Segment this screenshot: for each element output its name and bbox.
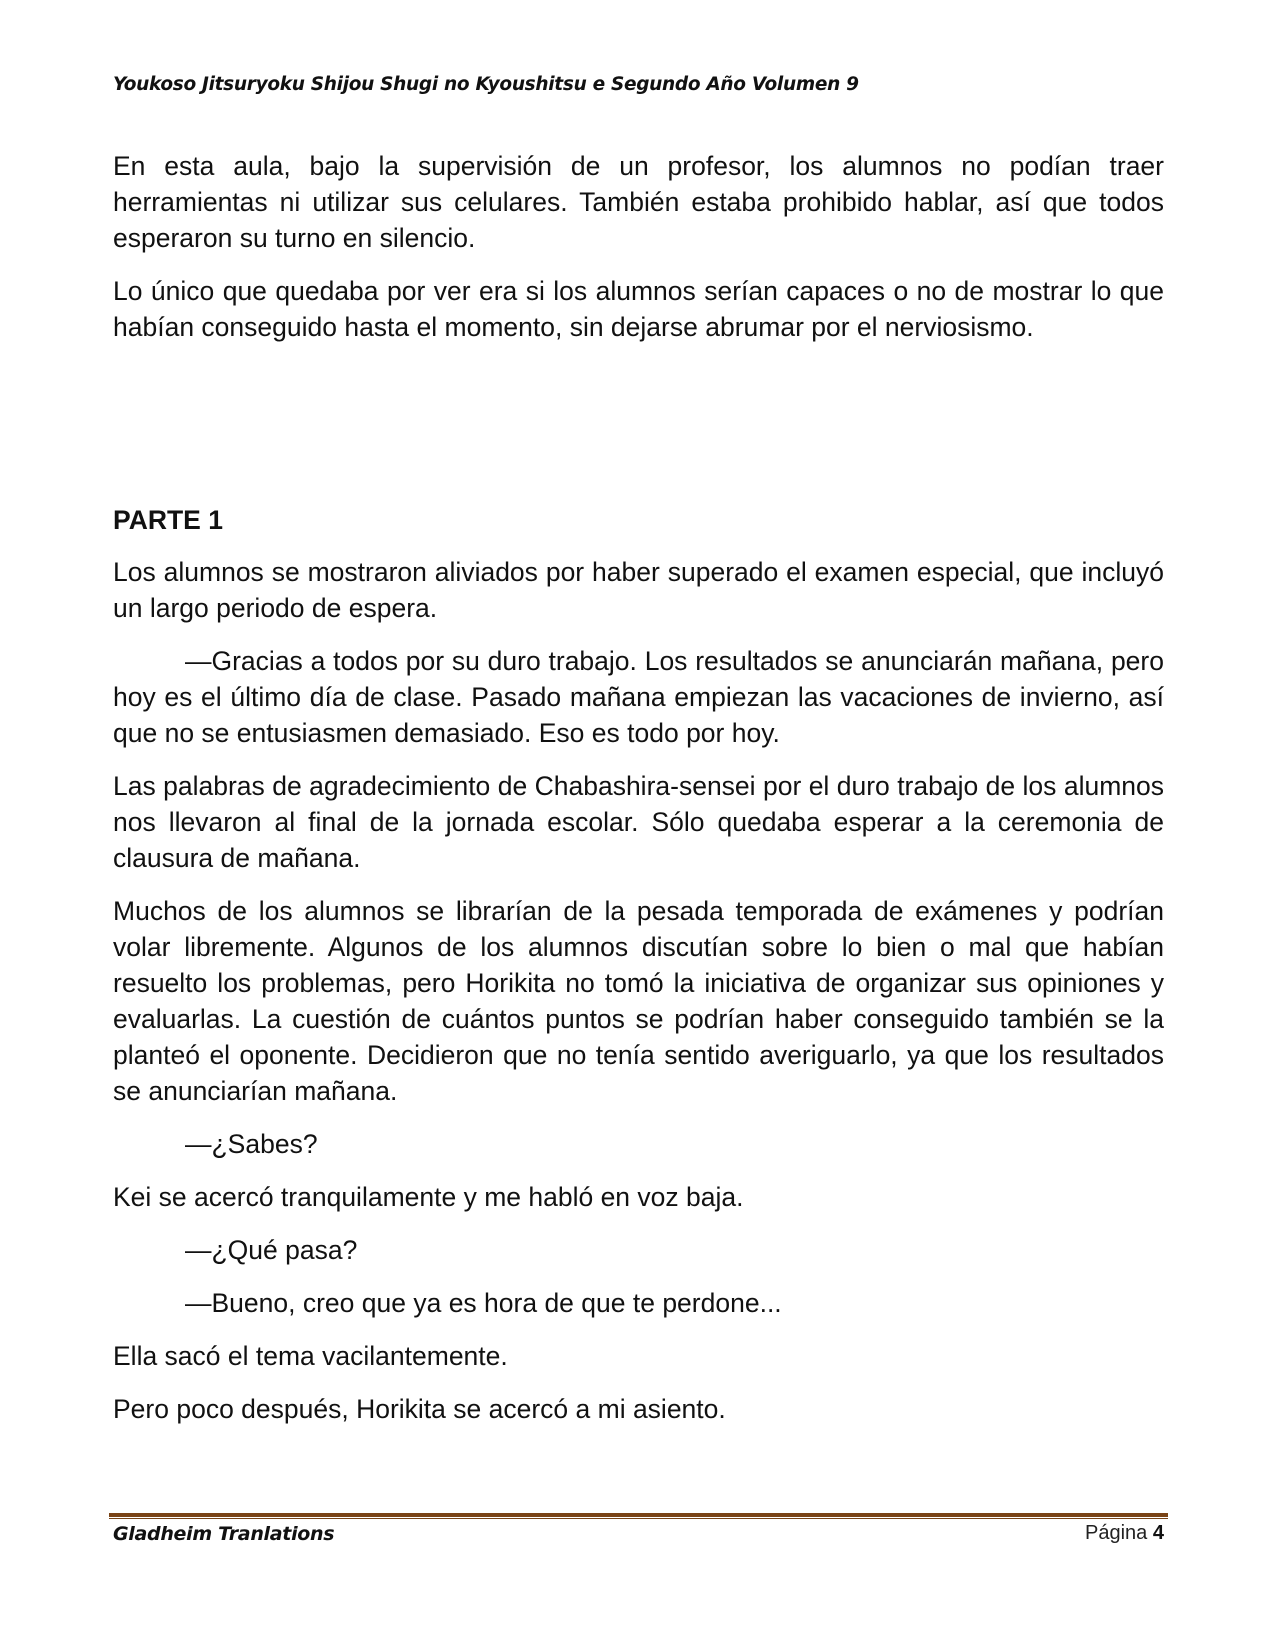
section-heading: PARTE 1	[113, 505, 223, 535]
page-content	[113, 148, 1164, 1444]
page-number: 4	[1152, 1522, 1164, 1544]
paragraph: Los alumnos se mostraron aliviados por haber superado el examen especial, que incluyó un largo periodo de espera.	[113, 557, 1164, 623]
dialogue-paragraph: —Bueno, creo que ya es hora de que te perdone...	[185, 1288, 782, 1318]
paragraph: Muchos de los alumnos se librarían de la pesada temporada de exámenes y podrían volar libremente. Algunos de los alumnos discutían sobre lo bien o mal que habían resuelto los problemas, pero Horikita no tomó la iniciativa de organizar sus opiniones y evaluarlas. La cuestión de cuántos puntos se podrían haber conseguido también se la planteó el oponente. Decidieron que no tenía sentido averiguarlo, ya que los resultados se anunciarían mañana.	[113, 896, 1164, 1106]
paragraph: Kei se acercó tranquilamente y me habló en voz baja.	[113, 1182, 744, 1212]
paragraph: En esta aula, bajo la supervisión de un profesor, los alumnos no podían traer herramientas ni utilizar sus celulares. También estaba prohibido hablar, así que todos esperaron su turno en silencio.	[113, 151, 1164, 253]
page-label: Página	[1085, 1522, 1148, 1544]
page-number-block	[1085, 1522, 1164, 1545]
dialogue-paragraph: —Gracias a todos por su duro trabajo. Los resultados se anunciarán mañana, pero hoy es el último día de clase. Pasado mañana empiezan las vacaciones de invierno, así que no se entusiasmen demasiado. Eso es todo por hoy.	[113, 646, 1164, 748]
dialogue-paragraph: —¿Sabes?	[185, 1129, 318, 1159]
footer-rule	[109, 1513, 1168, 1519]
paragraph: Ella sacó el tema vacilantemente.	[113, 1341, 508, 1371]
dialogue-paragraph: —¿Qué pasa?	[185, 1235, 358, 1265]
paragraph: Pero poco después, Horikita se acercó a mi asiento.	[113, 1394, 726, 1424]
running-header: Youkoso Jitsuryoku Shijou Shugi no Kyoushitsu e Segundo Año Volumen 9	[113, 74, 859, 95]
paragraph: Las palabras de agradecimiento de Chabashira-sensei por el duro trabajo de los alumnos nos llevaron al final de la jornada escolar. Sólo quedaba esperar a la ceremonia de clausura de mañana.	[113, 771, 1164, 873]
section-spacer	[113, 362, 1164, 502]
footer-credit: Gladheim Tranlations	[113, 1523, 335, 1545]
paragraph: Lo único que quedaba por ver era si los alumnos serían capaces o no de mostrar lo que habían conseguido hasta el momento, sin dejarse abrumar por el nerviosismo.	[113, 276, 1164, 342]
